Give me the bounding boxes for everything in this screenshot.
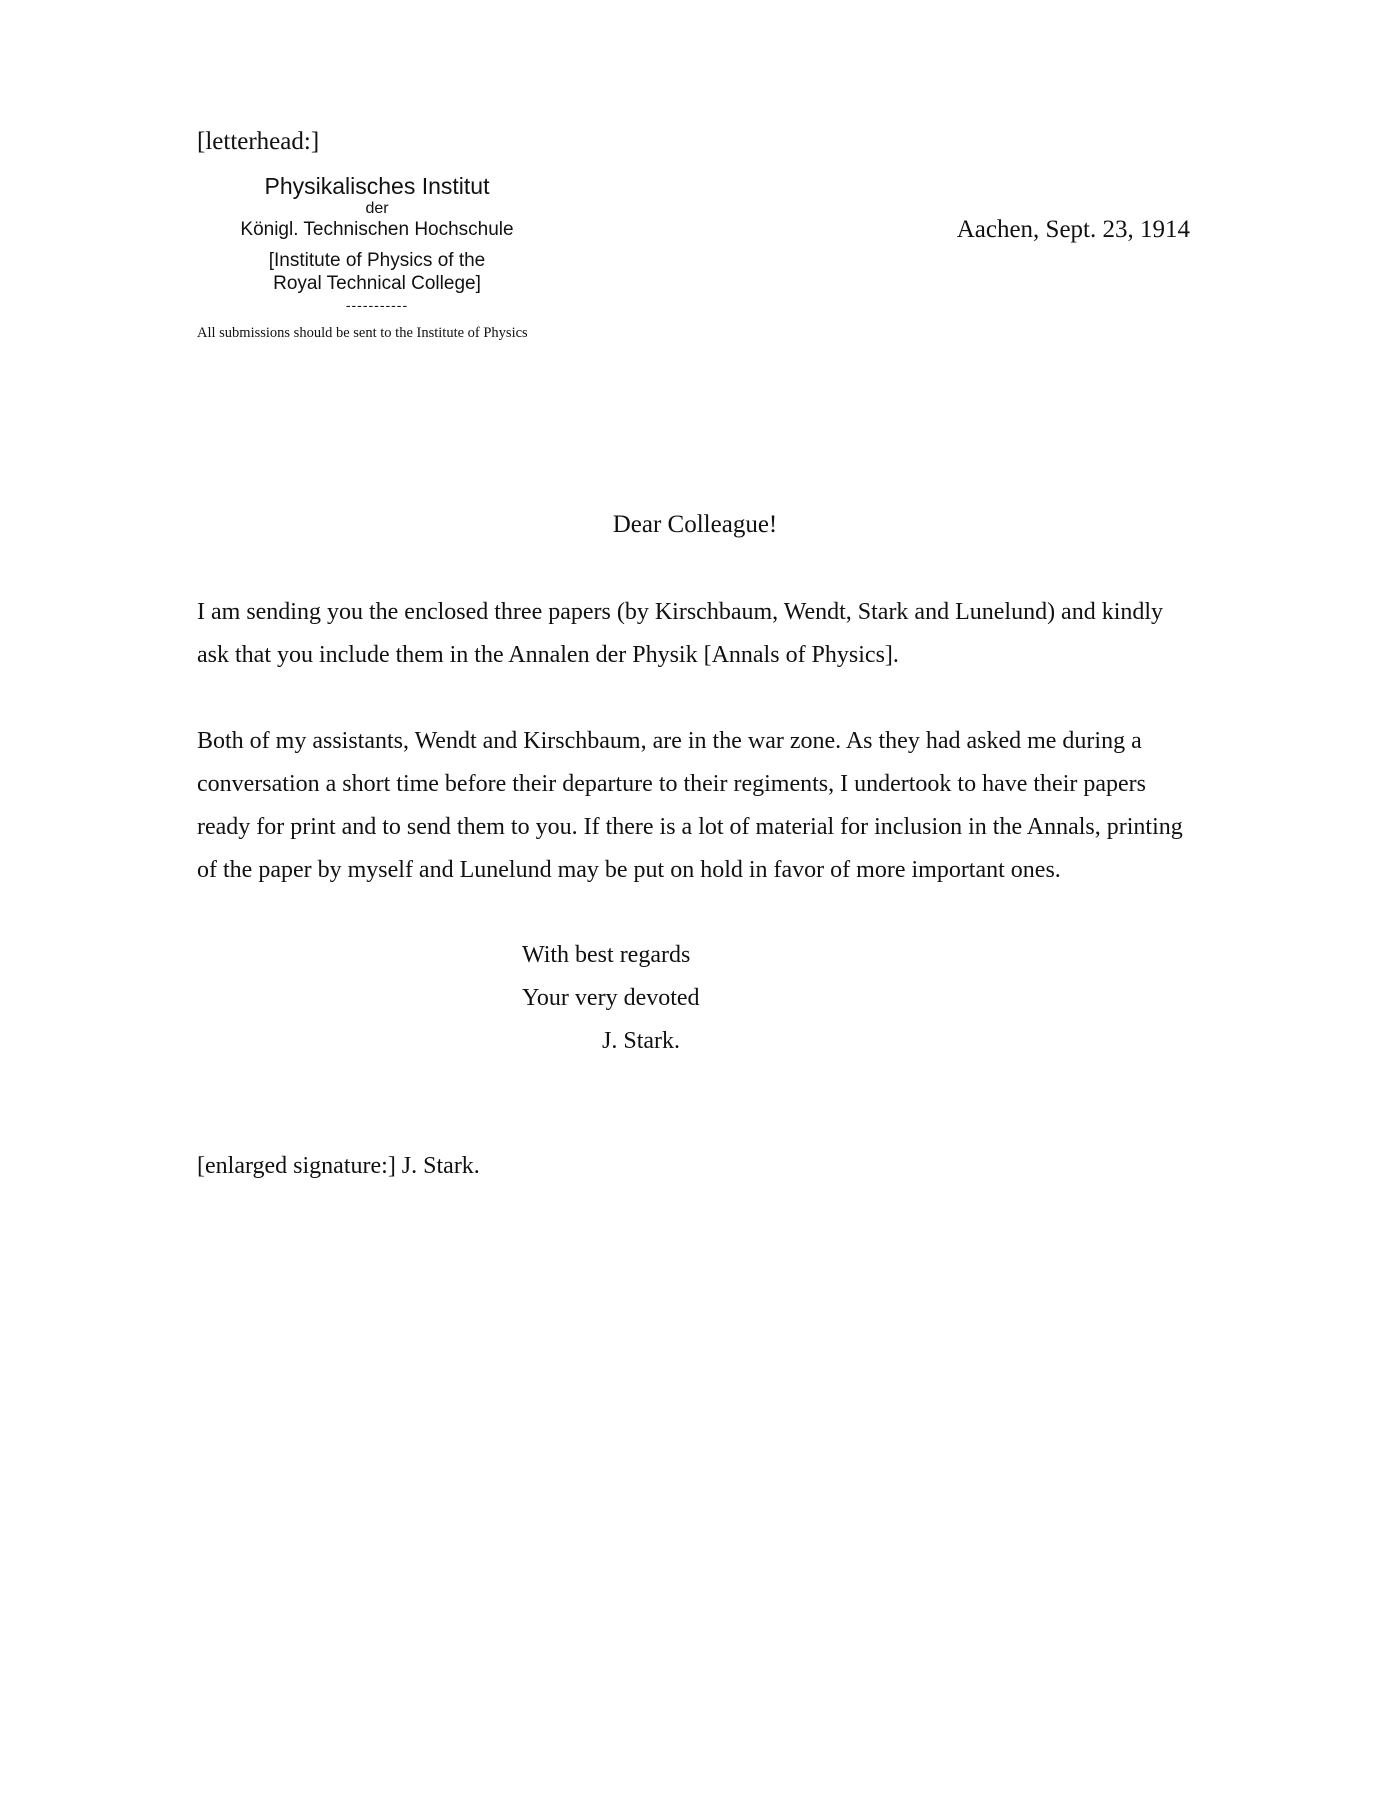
letterhead-translation-line1: [Institute of Physics of the: [268, 250, 486, 271]
letterhead-institute: Physikalisches Institut: [264, 173, 490, 199]
salutation: Dear Colleague!: [612, 511, 778, 538]
closing-signature: J. Stark.: [602, 1028, 680, 1054]
letter-date: Aachen, Sept. 23, 1914: [956, 216, 1190, 243]
enlarged-signature-note: [enlarged signature:] J. Stark.: [197, 1153, 480, 1179]
body-paragraph-2: Both of my assistants, Wendt and Kirschbaum, are in the war zone. As they had asked me during a conversation a short time before their departure to their regiments, I undertook to have their papers ready for print and to send them to you. If there is a lot of material for inclusion in the Annals, printing of the paper by myself and Lunelund may be put on hold in favor of more important ones.: [197, 728, 1183, 883]
closing-regards: With best regards: [522, 942, 691, 968]
body-paragraph-1: I am sending you the enclosed three papers (by Kirschbaum, Wendt, Stark and Lunelund) and kindly ask that you include them in the Annalen der Physik [Annals of Physics].: [197, 599, 1164, 668]
letterhead: [197, 172, 557, 312]
closing-devoted: Your very devoted: [522, 985, 700, 1011]
letterhead-note: [letterhead:]: [197, 128, 320, 155]
letterhead-school: Königl. Technischen Hochschule: [240, 219, 514, 240]
closing: [522, 934, 700, 1063]
letterhead-translation-line2: Royal Technical College]: [273, 273, 481, 294]
letterhead-submissions-note: All submissions should be sent to the Institute of Physics: [197, 325, 528, 341]
letterhead-divider: -----------: [345, 297, 409, 313]
letterhead-der: der: [365, 200, 389, 217]
